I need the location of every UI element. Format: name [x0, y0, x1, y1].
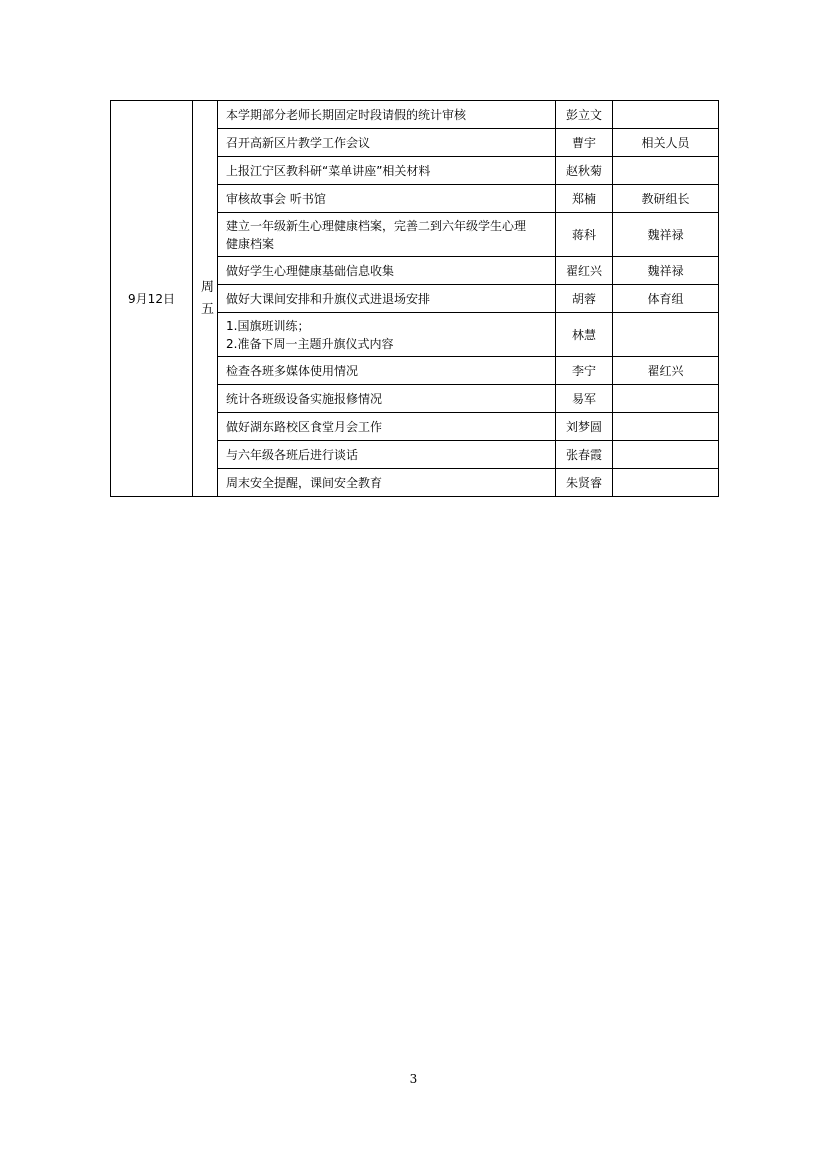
task-line: 本学期部分老师长期固定时段请假的统计审核	[226, 107, 467, 122]
assisting-person-cell: 体育组	[613, 285, 719, 313]
assisting-person-cell: 教研组长	[613, 185, 719, 213]
responsible-person-cell: 朱贤睿	[556, 469, 613, 497]
responsible-person-cell: 赵秋菊	[556, 157, 613, 185]
task-line: 检查各班多媒体使用情况	[226, 363, 359, 378]
task-line: 与六年级各班后进行谈话	[226, 447, 359, 462]
task-cell	[218, 285, 556, 313]
responsible-person-cell: 李宁	[556, 357, 613, 385]
task-line: 统计各班级设备实施报修情况	[226, 391, 383, 406]
task-cell	[218, 385, 556, 413]
assisting-person-cell: 魏祥禄	[613, 257, 719, 285]
task-cell	[218, 357, 556, 385]
schedule-table	[110, 100, 719, 497]
responsible-person-cell: 彭立文	[556, 101, 613, 129]
responsible-person-cell: 郑楠	[556, 185, 613, 213]
responsible-person-cell: 刘梦圆	[556, 413, 613, 441]
assisting-person-cell: 魏祥禄	[613, 213, 719, 257]
assisting-person-cell	[613, 469, 719, 497]
responsible-person-cell: 翟红兴	[556, 257, 613, 285]
task-line: 做好学生心理健康基础信息收集	[226, 263, 395, 278]
weekday-char: 周	[201, 279, 215, 295]
date-cell: 9月12日	[111, 101, 193, 497]
task-line: 做好大课间安排和升旗仪式进退场安排	[226, 291, 431, 306]
assisting-person-cell	[613, 385, 719, 413]
schedule-body	[111, 101, 719, 497]
assisting-person-cell	[613, 157, 719, 185]
task-cell	[218, 313, 556, 357]
assisting-person-cell: 翟红兴	[613, 357, 719, 385]
assisting-person-cell	[613, 313, 719, 357]
assisting-person-cell: 相关人员	[613, 129, 719, 157]
responsible-person-cell: 蒋科	[556, 213, 613, 257]
task-cell	[218, 101, 556, 129]
task-line: 上报江宁区教科研“菜单讲座”相关材料	[226, 163, 431, 178]
task-line: 1.国旗班训练；	[226, 318, 310, 333]
task-cell	[218, 441, 556, 469]
assisting-person-cell	[613, 441, 719, 469]
task-cell	[218, 257, 556, 285]
responsible-person-cell: 易军	[556, 385, 613, 413]
task-cell	[218, 469, 556, 497]
responsible-person-cell: 张春霞	[556, 441, 613, 469]
responsible-person-cell: 胡蓉	[556, 285, 613, 313]
task-cell	[218, 413, 556, 441]
responsible-person-cell: 曹宇	[556, 129, 613, 157]
task-line: 2.准备下周一主题升旗仪式内容	[226, 336, 394, 351]
task-line: 召开高新区片教学工作会议	[226, 135, 371, 150]
task-cell	[218, 129, 556, 157]
task-cell	[218, 213, 556, 257]
task-line: 审核故事会 听书馆	[226, 191, 326, 206]
task-cell	[218, 157, 556, 185]
task-line: 做好湖东路校区食堂月会工作	[226, 419, 383, 434]
table-row	[111, 101, 719, 129]
assisting-person-cell	[613, 101, 719, 129]
page-number: 3	[409, 1072, 418, 1086]
task-line: 健康档案	[226, 236, 275, 251]
weekday-cell	[193, 101, 218, 497]
weekday-char: 五	[201, 301, 215, 317]
assisting-person-cell	[613, 413, 719, 441]
task-line: 建立一年级新生心理健康档案，完善二到六年级学生心理	[226, 218, 527, 233]
responsible-person-cell: 林慧	[556, 313, 613, 357]
task-line: 周末安全提醒，课间安全教育	[226, 475, 383, 490]
task-cell	[218, 185, 556, 213]
